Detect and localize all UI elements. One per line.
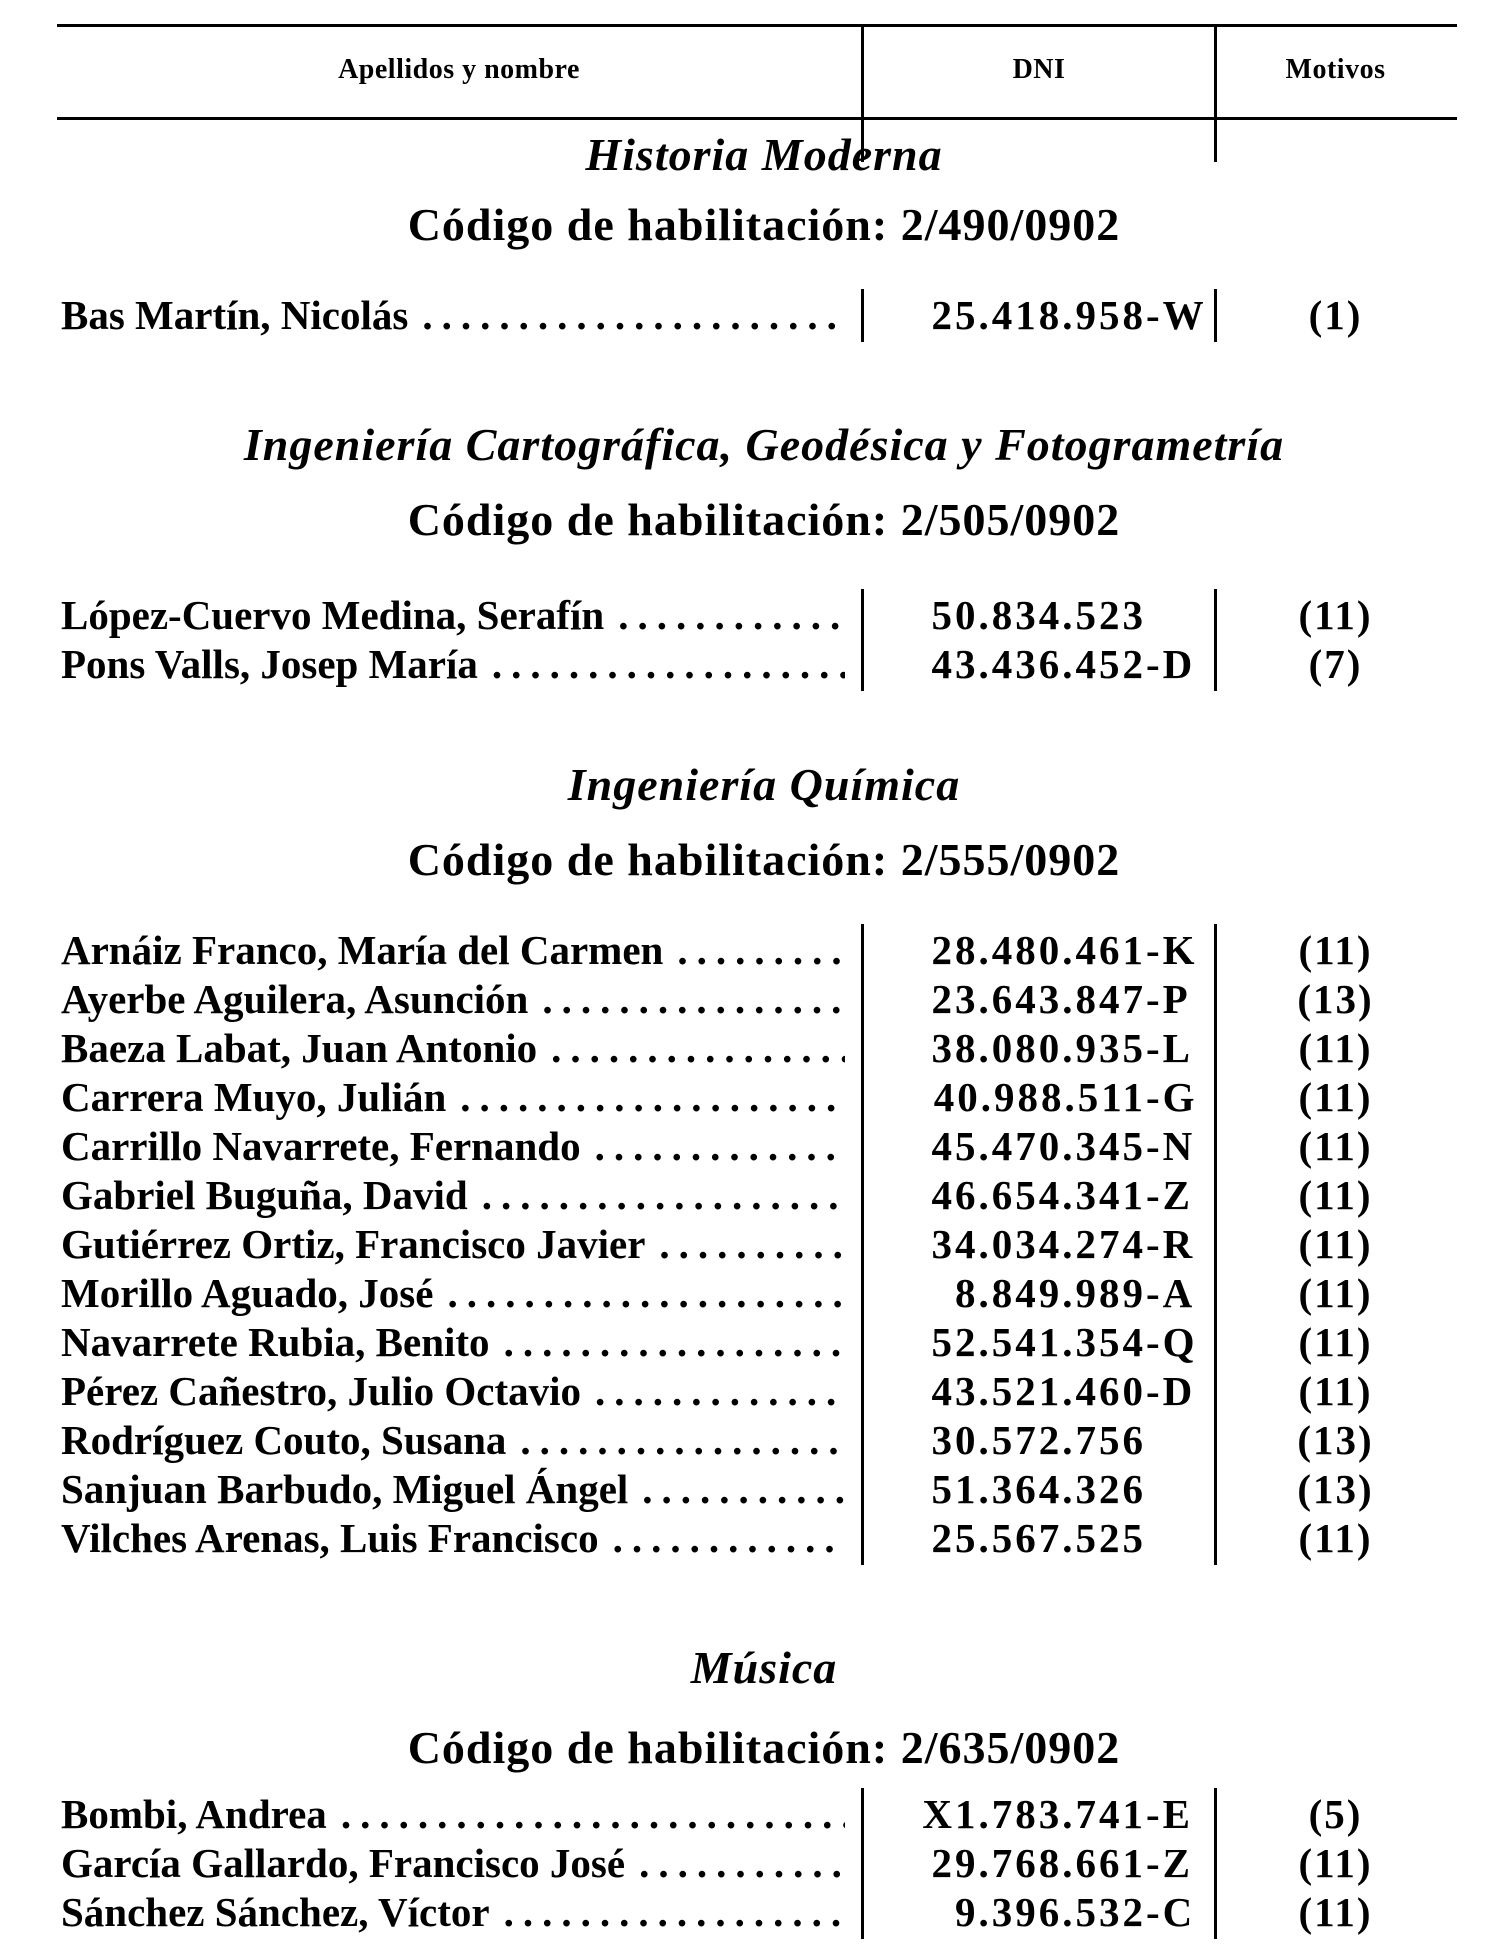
person-name: Ayerbe Aguilera, Asunción: [61, 976, 529, 1022]
person-name: Navarrete Rubia, Benito: [61, 1319, 490, 1365]
motivo-value: (11): [1298, 1515, 1373, 1561]
dot-leader: [460, 1073, 845, 1122]
dni-number: 23.643.847: [931, 976, 1146, 1022]
row-group: [57, 1790, 1457, 1937]
dni-cell: [861, 1024, 1214, 1073]
dni-check-letter: -Q: [1146, 1319, 1198, 1365]
dot-leader: [422, 291, 845, 340]
column-header-dni: DNI: [1012, 54, 1066, 85]
dni-cell: [861, 926, 1214, 975]
dni-check-letter: -D: [1146, 641, 1196, 687]
person-name: Gabriel Buguña, David: [61, 1172, 468, 1218]
row-group: [57, 291, 1457, 340]
table-row: [57, 1416, 1457, 1465]
table-row: [57, 1367, 1457, 1416]
dni-number: 28.480.461: [931, 927, 1146, 973]
dni-number: 25.567.525: [931, 1515, 1146, 1561]
person-name: Sánchez Sánchez, Víctor: [61, 1889, 490, 1935]
table-row: [57, 1073, 1457, 1122]
motivo-value: (11): [1298, 1221, 1373, 1267]
name-cell: [57, 1122, 861, 1171]
motivo-value: (11): [1298, 1123, 1373, 1169]
dni-check-letter: -Z: [1146, 1172, 1193, 1218]
motivo-value: (11): [1298, 592, 1373, 638]
section-title: Ingeniería Cartográfica, Geodésica y Fotogrametría: [243, 419, 1285, 470]
name-cell: [57, 1416, 861, 1465]
motivo-value: (1): [1308, 292, 1363, 338]
dni-cell: [861, 640, 1214, 689]
motivo-value: (13): [1297, 976, 1374, 1022]
section-title: Música: [690, 1642, 838, 1693]
dot-leader: [504, 1318, 845, 1367]
dot-leader: [447, 1269, 845, 1318]
table-row: [57, 1220, 1457, 1269]
motivo-value: (13): [1297, 1466, 1374, 1512]
table-row: [57, 1888, 1457, 1937]
dni-cell: [861, 1790, 1214, 1839]
dni-number: 43.521.460: [931, 1368, 1146, 1414]
table-row: [57, 926, 1457, 975]
dot-leader: [642, 1465, 845, 1514]
person-name: Pérez Cañestro, Julio Octavio: [61, 1368, 581, 1414]
name-cell: [57, 1269, 861, 1318]
name-cell: [57, 1220, 861, 1269]
dot-leader: [595, 1367, 845, 1416]
name-cell: [57, 1514, 861, 1563]
table-row: [57, 1171, 1457, 1220]
dni-cell: [861, 1367, 1214, 1416]
dni-cell: [861, 1416, 1214, 1465]
name-cell: [57, 1888, 861, 1937]
dot-leader: [639, 1839, 845, 1888]
name-cell: [57, 640, 861, 689]
dni-check-letter: -G: [1146, 1074, 1198, 1120]
dni-check-letter: -D: [1146, 1368, 1196, 1414]
section-title: Ingeniería Química: [567, 759, 961, 810]
table-row: [57, 1465, 1457, 1514]
dni-check-letter: -R: [1146, 1221, 1196, 1267]
person-name: Morillo Aguado, José: [61, 1270, 434, 1316]
dni-cell: [861, 1073, 1214, 1122]
dni-number: 51.364.326: [931, 1466, 1146, 1512]
motivo-value: (7): [1308, 641, 1363, 687]
dni-check-letter: -N: [1146, 1123, 1196, 1169]
dni-cell: [861, 591, 1214, 640]
habilitation-code-line: Código de habilitación: 2/555/0902: [407, 834, 1121, 885]
dni-number: 29.768.661: [931, 1840, 1146, 1886]
table-row: [57, 1790, 1457, 1839]
section-title: Historia Moderna: [585, 129, 943, 180]
motivo-value: (5): [1308, 1791, 1363, 1837]
table-row: [57, 591, 1457, 640]
column-header-motivos: Motivos: [1285, 54, 1386, 85]
name-cell: [57, 1024, 861, 1073]
dni-check-letter: -P: [1146, 976, 1191, 1022]
person-name: Bombi, Andrea: [61, 1791, 327, 1837]
person-name: Rodríguez Couto, Susana: [61, 1417, 507, 1463]
dot-leader: [492, 640, 845, 689]
dot-leader: [659, 1220, 845, 1269]
name-cell: [57, 1465, 861, 1514]
name-cell: [57, 1318, 861, 1367]
table-top-rule: [57, 24, 1457, 27]
dni-cell: [861, 1122, 1214, 1171]
table-row: [57, 1839, 1457, 1888]
person-name: Arnáiz Franco, María del Carmen: [61, 927, 664, 973]
dot-leader: [482, 1171, 845, 1220]
row-group: [57, 591, 1457, 689]
dni-check-letter: -A: [1146, 1270, 1196, 1316]
dot-leader: [551, 1024, 845, 1073]
table-row: [57, 1269, 1457, 1318]
motivo-value: (11): [1298, 1889, 1373, 1935]
dot-leader: [504, 1888, 845, 1937]
motivo-value: (13): [1297, 1417, 1374, 1463]
dni-cell: [861, 1318, 1214, 1367]
table-row: [57, 975, 1457, 1024]
dni-number: 38.080.935: [931, 1025, 1146, 1071]
dni-number: 52.541.354: [931, 1319, 1146, 1365]
person-name: Carrillo Navarrete, Fernando: [61, 1123, 581, 1169]
person-name: Baeza Labat, Juan Antonio: [61, 1025, 538, 1071]
dni-cell: [861, 291, 1214, 340]
motivo-value: (11): [1298, 1074, 1373, 1120]
dot-leader: [341, 1790, 845, 1839]
motivo-value: (11): [1298, 1319, 1373, 1365]
table-row: [57, 640, 1457, 689]
dni-number: 9.396.532: [955, 1889, 1146, 1935]
name-cell: [57, 1171, 861, 1220]
dot-leader: [677, 926, 845, 975]
dni-check-letter: -W: [1146, 292, 1207, 338]
table-row: [57, 1514, 1457, 1563]
motivo-value: (11): [1298, 1025, 1373, 1071]
dot-leader: [520, 1416, 845, 1465]
motivo-value: (11): [1298, 1840, 1373, 1886]
name-cell: [57, 591, 861, 640]
name-cell: [57, 926, 861, 975]
person-name: Vilches Arenas, Luis Francisco: [61, 1515, 599, 1561]
motivo-value: (11): [1298, 1368, 1373, 1414]
dni-cell: [861, 1514, 1214, 1563]
motivo-value: (11): [1298, 927, 1373, 973]
name-cell: [57, 975, 861, 1024]
dni-cell: [861, 1220, 1214, 1269]
motivo-value: (11): [1298, 1172, 1373, 1218]
person-name: Gutiérrez Ortiz, Francisco Javier: [61, 1221, 646, 1267]
dni-number: 45.470.345: [931, 1123, 1146, 1169]
dni-number: 34.034.274: [931, 1221, 1146, 1267]
dni-number: 50.834.523: [931, 592, 1146, 638]
habilitation-code-line: Código de habilitación: 2/635/0902: [407, 1722, 1121, 1773]
table-row: [57, 291, 1457, 340]
person-name: Bas Martín, Nicolás: [61, 292, 409, 338]
dni-number: 43.436.452: [931, 641, 1146, 687]
person-name: López-Cuervo Medina, Serafín: [61, 592, 605, 638]
dot-leader: [613, 1514, 845, 1563]
table-header-bottom-rule: [57, 117, 1457, 120]
dni-check-letter: -L: [1146, 1025, 1193, 1071]
dni-check-letter: -K: [1146, 927, 1198, 973]
dni-number: 40.988.511: [933, 1074, 1146, 1120]
dni-check-letter: -C: [1146, 1889, 1196, 1935]
dni-number: 30.572.756: [931, 1417, 1146, 1463]
dni-cell: [861, 1171, 1214, 1220]
dni-cell: [861, 1888, 1214, 1937]
name-cell: [57, 1073, 861, 1122]
dot-leader: [595, 1122, 845, 1171]
person-name: García Gallardo, Francisco José: [61, 1840, 626, 1886]
dot-leader: [542, 975, 845, 1024]
dni-cell: [861, 975, 1214, 1024]
dni-cell: [861, 1269, 1214, 1318]
column-header-apellidos: Apellidos y nombre: [338, 54, 580, 85]
person-name: Sanjuan Barbudo, Miguel Ángel: [61, 1466, 629, 1512]
table-row: [57, 1122, 1457, 1171]
dni-number: 25.418.958: [931, 292, 1146, 338]
person-name: Carrera Muyo, Julián: [61, 1074, 447, 1120]
dni-cell: [861, 1839, 1214, 1888]
row-group: [57, 926, 1457, 1563]
table-row: [57, 1024, 1457, 1073]
dni-number: X1.783.741: [922, 1791, 1146, 1837]
dot-leader: [618, 591, 845, 640]
name-cell: [57, 1367, 861, 1416]
dni-number: 8.849.989: [955, 1270, 1146, 1316]
habilitation-code-line: Código de habilitación: 2/490/0902: [407, 199, 1121, 250]
dni-number: 46.654.341: [931, 1172, 1146, 1218]
person-name: Pons Valls, Josep María: [61, 641, 478, 687]
table-row: [57, 1318, 1457, 1367]
dni-check-letter: -Z: [1146, 1840, 1193, 1886]
name-cell: [57, 1790, 861, 1839]
dni-check-letter: -E: [1146, 1791, 1193, 1837]
dni-cell: [861, 1465, 1214, 1514]
habilitation-code-line: Código de habilitación: 2/505/0902: [407, 494, 1121, 545]
name-cell: [57, 291, 861, 340]
motivo-value: (11): [1298, 1270, 1373, 1316]
name-cell: [57, 1839, 861, 1888]
